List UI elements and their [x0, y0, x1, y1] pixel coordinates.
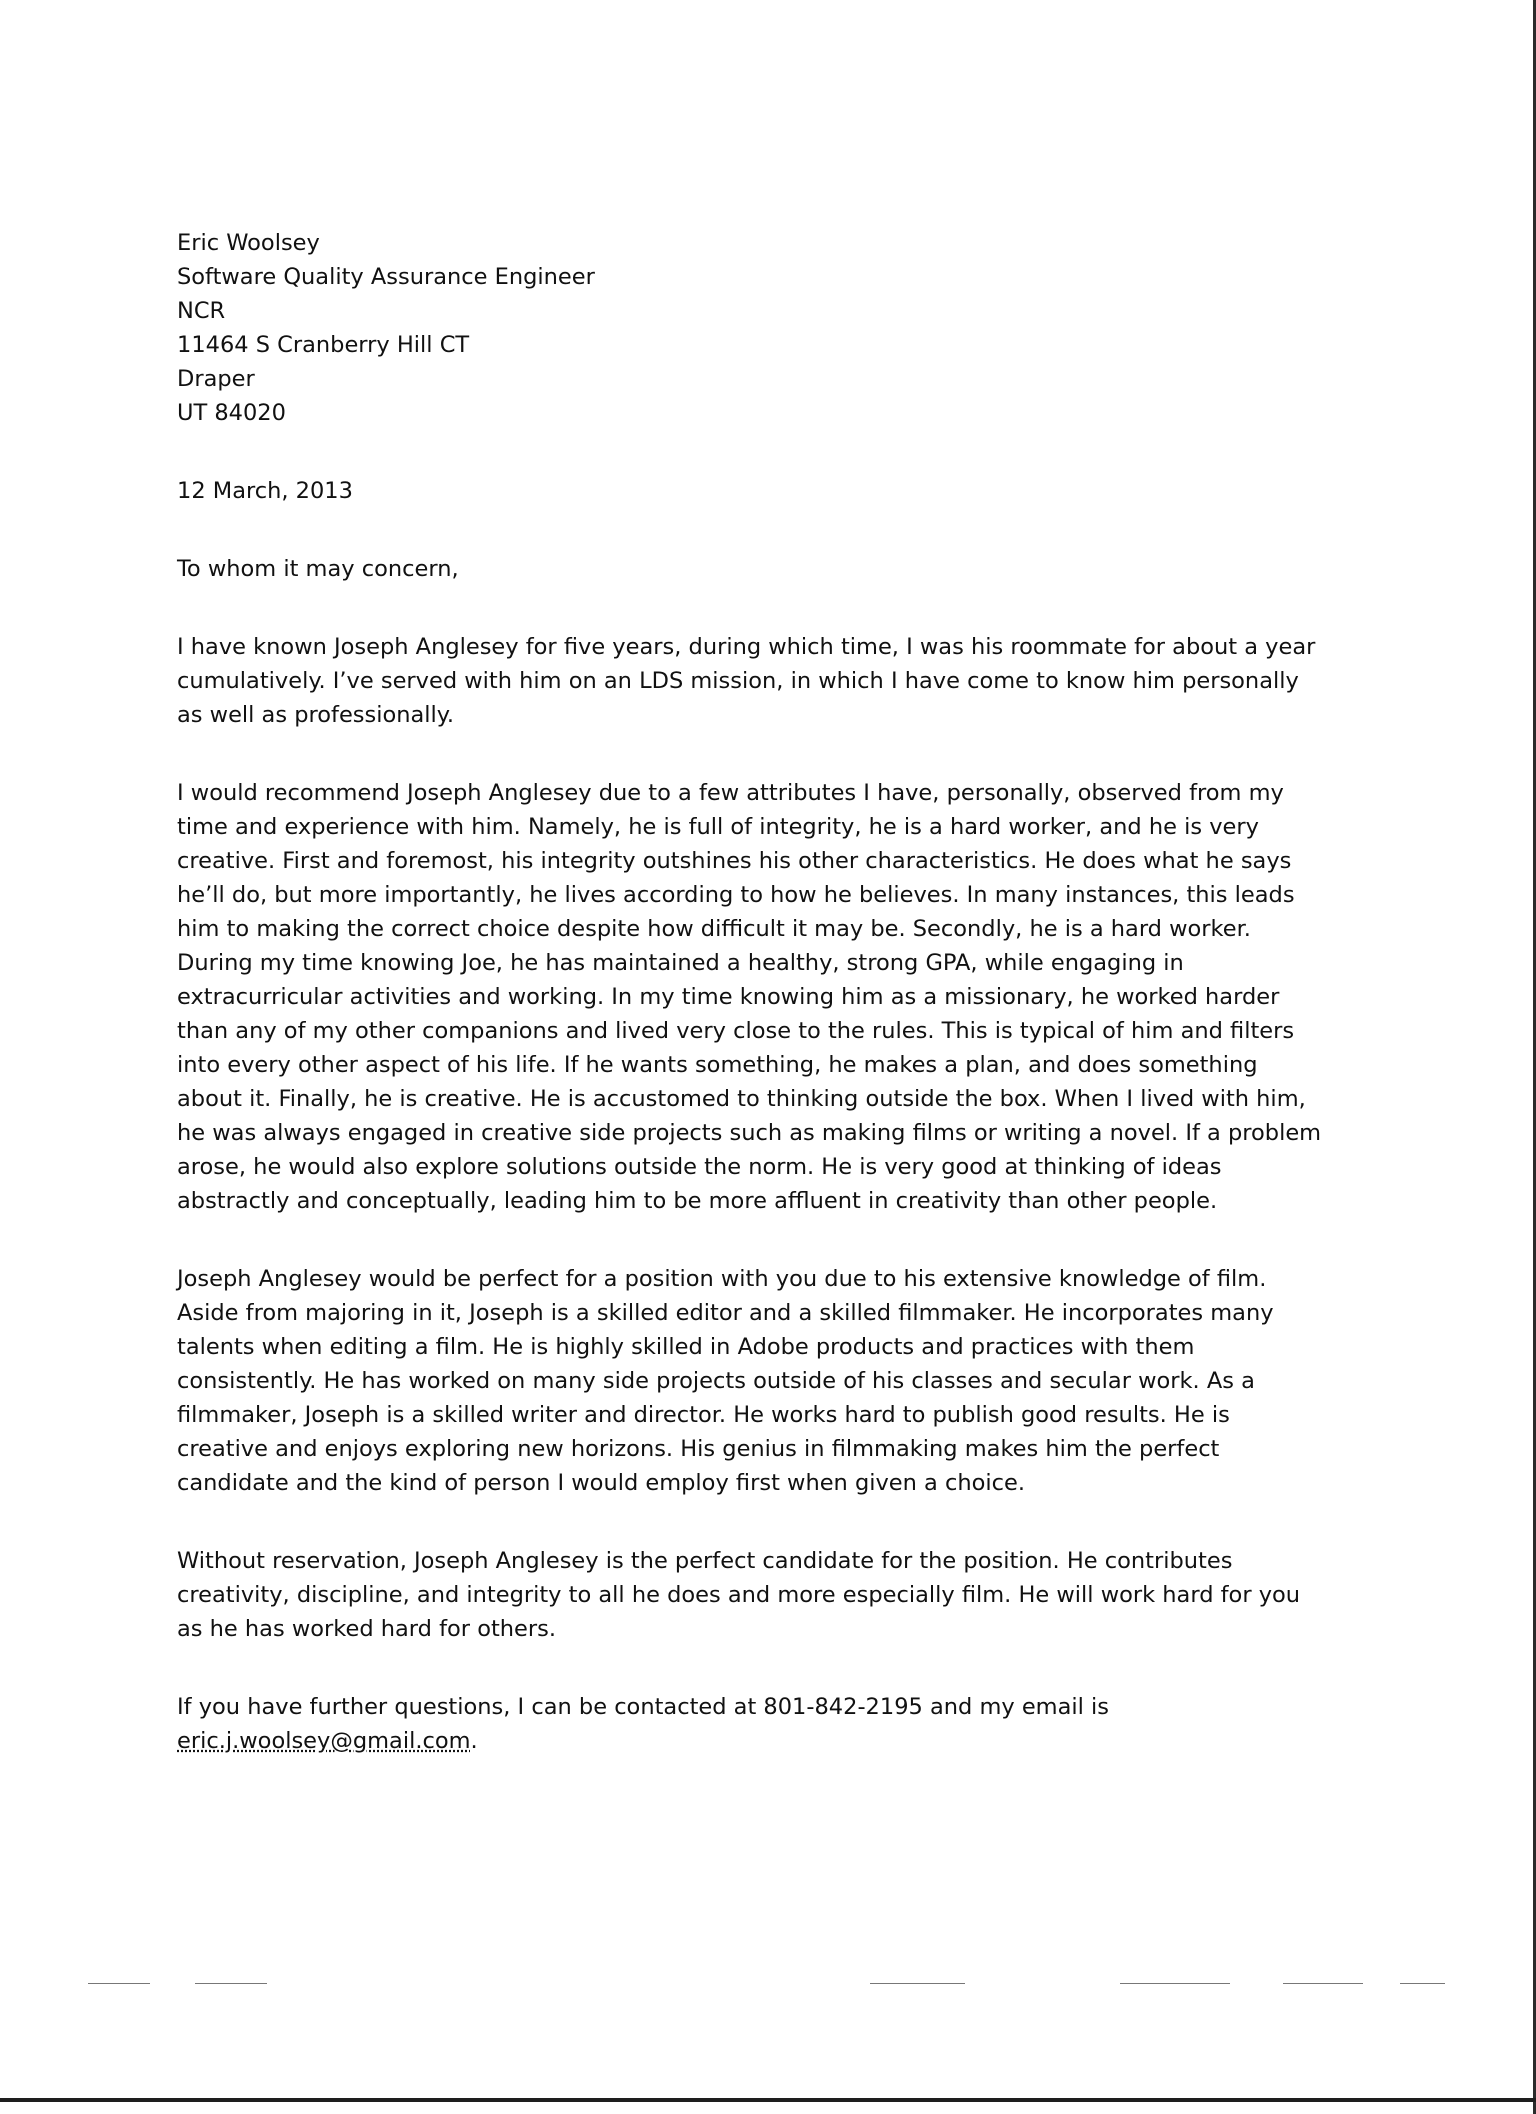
paragraph-line: extracurricular activities and working. In my time knowing him as a missionary, he worked harder: [177, 984, 1280, 1010]
sender-street: 11464 S Cranberry Hill CT: [177, 332, 470, 358]
paragraph-line: than any of my other companions and lived very close to the rules. This is typical of him and filters: [177, 1018, 1295, 1044]
paragraph-line: candidate and the kind of person I would employ first when given a choice.: [177, 1470, 1026, 1496]
paragraph-intro: [177, 630, 1357, 732]
contact-line: If you have further questions, I can be contacted at 801-842-2195 and my email is: [177, 1694, 1110, 1720]
paragraph-line: Aside from majoring in it, Joseph is a skilled editor and a skilled filmmaker. He incorporates many: [177, 1300, 1274, 1326]
salutation: To whom it may concern,: [177, 556, 459, 582]
sender-name: Eric Woolsey: [177, 230, 320, 256]
paragraph-attributes: [177, 776, 1357, 1218]
paragraph-line: creativity, discipline, and integrity to all he does and more especially film. He will work hard for you: [177, 1582, 1301, 1608]
paragraph-line: talents when editing a film. He is highly skilled in Adobe products and practices with them: [177, 1334, 1195, 1360]
paragraph-conclusion: [177, 1544, 1357, 1646]
scan-rule: [1400, 1983, 1445, 1984]
paragraph-line: into every other aspect of his life. If he wants something, he makes a plan, and does something: [177, 1052, 1258, 1078]
paragraph-line: creative. First and foremost, his integrity outshines his other characteristics. He does what he says: [177, 848, 1292, 874]
scan-footer-rules: [0, 1983, 1536, 1989]
paragraph-line: cumulatively. I’ve served with him on an LDS mission, in which I have come to know him personally: [177, 668, 1299, 694]
scan-rule: [195, 1983, 267, 1984]
paragraph-line: he’ll do, but more importantly, he lives according to how he believes. In many instances, this leads: [177, 882, 1295, 908]
paragraph-line: During my time knowing Joe, he has maintained a healthy, strong GPA, while engaging in: [177, 950, 1184, 976]
sender-title: Software Quality Assurance Engineer: [177, 264, 595, 290]
paragraph-line: creative and enjoys exploring new horizons. His genius in filmmaking makes him the perfect: [177, 1436, 1220, 1462]
sender-city: Draper: [177, 366, 255, 392]
email-period: .: [470, 1728, 478, 1754]
scan-rule: [88, 1983, 150, 1984]
email-link[interactable]: eric.j.woolsey@gmail.com: [177, 1728, 471, 1754]
paragraph-line: arose, he would also explore solutions outside the norm. He is very good at thinking of ideas: [177, 1154, 1222, 1180]
sender-state-zip: UT 84020: [177, 400, 286, 426]
scan-rule: [870, 1983, 965, 1984]
paragraph-line: I would recommend Joseph Anglesey due to a few attributes I have, personally, observed from my: [177, 780, 1284, 806]
letter-body: [177, 226, 1357, 1758]
letter-date: 12 March, 2013: [177, 478, 353, 504]
scan-rule: [1120, 1983, 1230, 1984]
scan-bottom-edge: [0, 2098, 1536, 2102]
paragraph-line: Joseph Anglesey would be perfect for a position with you due to his extensive knowledge of film.: [177, 1266, 1267, 1292]
paragraph-line: as well as professionally.: [177, 702, 455, 728]
closing-contact: [177, 1690, 1357, 1758]
sender-address-block: [177, 226, 1357, 430]
paragraph-line: consistently. He has worked on many side projects outside of his classes and secular work. As a: [177, 1368, 1255, 1394]
email-line: [177, 1724, 1357, 1758]
paragraph-film: [177, 1262, 1357, 1500]
paragraph-line: I have known Joseph Anglesey for five years, during which time, I was his roommate for about a year: [177, 634, 1316, 660]
sender-company: NCR: [177, 298, 226, 324]
paragraph-line: he was always engaged in creative side projects such as making films or writing a novel. If a problem: [177, 1120, 1322, 1146]
paragraph-line: as he has worked hard for others.: [177, 1616, 557, 1642]
paragraph-line: time and experience with him. Namely, he is full of integrity, he is a hard worker, and he is very: [177, 814, 1259, 840]
scan-rule: [1283, 1983, 1363, 1984]
paragraph-line: Without reservation, Joseph Anglesey is the perfect candidate for the position. He contributes: [177, 1548, 1233, 1574]
paragraph-line: about it. Finally, he is creative. He is accustomed to thinking outside the box. When I lived with him,: [177, 1086, 1306, 1112]
paragraph-line: filmmaker, Joseph is a skilled writer and director. He works hard to publish good results. He is: [177, 1402, 1230, 1428]
paragraph-line: him to making the correct choice despite how difficult it may be. Secondly, he is a hard worker.: [177, 916, 1251, 942]
paragraph-line: abstractly and conceptually, leading him to be more affluent in creativity than other people.: [177, 1188, 1218, 1214]
